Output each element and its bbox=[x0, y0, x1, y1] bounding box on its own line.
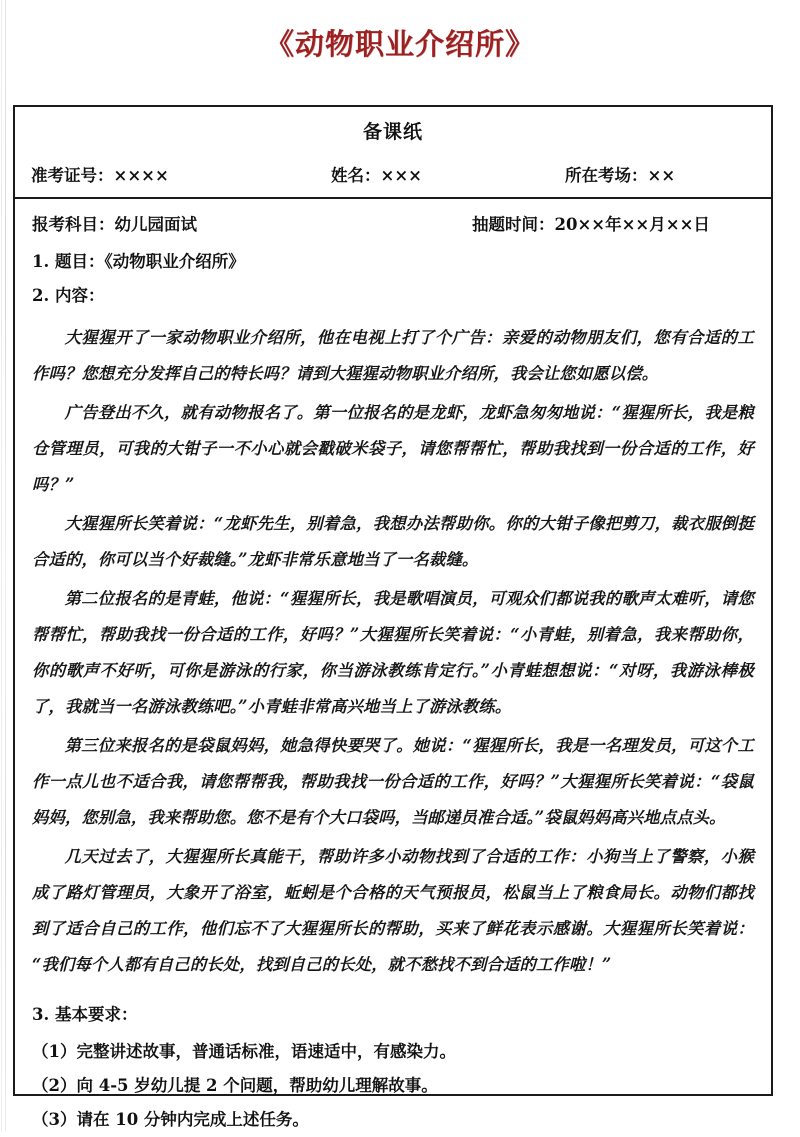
topic-value: 《动物职业介绍所》 bbox=[104, 252, 245, 271]
prep-sheet-frame bbox=[13, 105, 773, 1129]
sheet-header bbox=[15, 117, 771, 199]
topic-line bbox=[32, 248, 754, 272]
requirements-heading: 3. 基本要求： bbox=[32, 1005, 138, 1024]
story-paragraph: 几天过去了，大猩猩所长真能干，帮助许多小动物找到了合适的工作：小狗当上了警察，小猴成了路灯管理员，大象开了浴室，蚯蚓是个合格的天气预报员，松鼠当上了粮食局长。动物们都找到了适合自己的工作，他们忘不了大猩猩所长的帮助，买来了鲜花表示感谢。大猩猩所长笑着说：“我们每个人都有自己的长处，找到自己的长处，就不愁找不到合适的工作啦！” bbox=[32, 847, 754, 974]
sheet-body bbox=[15, 199, 771, 1137]
subject-field bbox=[32, 211, 472, 235]
subject-and-time-row bbox=[32, 211, 754, 235]
story-paragraph: 大猩猩所长笑着说：“龙虾先生，别着急，我想办法帮助你。你的大钳子像把剪刀，裁衣服倒挺合适的，你可以当个好裁缝。”龙虾非常乐意地当了一名裁缝。 bbox=[32, 514, 754, 569]
scan-artifact-line bbox=[5, 0, 6, 1131]
draw-time-value: 20××年××月××日 bbox=[554, 215, 710, 234]
story-paragraph: 第三位来报名的是袋鼠妈妈，她急得快要哭了。她说：“猩猩所长，我是一名理发员，可这个工作一点儿也不适合我，请您帮帮我，帮助我找一份合适的工作，好吗？”大猩猩所长笑着说：“袋鼠妈妈，您别急，我来帮助您。您不是有个大口袋吗，当邮递员准合适。”袋鼠妈妈高兴地点点头。 bbox=[32, 736, 754, 827]
admission-number-value: ×××× bbox=[113, 166, 169, 185]
requirements-section bbox=[32, 1001, 754, 1137]
sheet-header-title: 备课纸 bbox=[362, 121, 423, 143]
draw-time-field bbox=[472, 211, 754, 235]
content-label: 2. 内容： bbox=[32, 286, 105, 305]
subject-label: 报考科目： bbox=[32, 215, 115, 234]
exam-room-field bbox=[565, 162, 755, 186]
admission-number-field bbox=[31, 162, 331, 186]
name-label: 姓名： bbox=[331, 166, 381, 185]
exam-room-value: ×× bbox=[647, 166, 676, 185]
story-text bbox=[32, 320, 754, 983]
exam-room-label: 所在考场： bbox=[565, 166, 648, 185]
page-title: 《动物职业介绍所》 bbox=[264, 27, 535, 61]
requirement-item: （3）请在 10 分钟内完成上述任务。 bbox=[32, 1110, 309, 1129]
candidate-info-row bbox=[15, 162, 771, 186]
story-paragraph: 第二位报名的是青蛙，他说：“猩猩所长，我是歌唱演员，可观众们都说我的歌声太难听，请您帮帮忙，帮助我找一份合适的工作，好吗？”大猩猩所长笑着说：“小青蛙，别着急，我来帮助你，你的歌声不好听，可你是游泳的行家，你当游泳教练肯定行。”小青蛙想想说：“对呀，我游泳棒极了，我就当一名游泳教练吧。”小青蛙非常高兴地当上了游泳教练。 bbox=[32, 589, 754, 716]
requirement-item: （1）完整讲述故事，普通话标准，语速适中，有感染力。 bbox=[32, 1042, 456, 1061]
name-field bbox=[331, 162, 565, 186]
requirement-item: （2）向 4-5 岁幼儿提 2 个问题，帮助幼儿理解故事。 bbox=[32, 1076, 438, 1095]
story-paragraph: 广告登出不久，就有动物报名了。第一位报名的是龙虾，龙虾急匆匆地说：“猩猩所长，我是粮仓管理员，可我的大钳子一不小心就会戳破米袋子，请您帮帮忙，帮助我找到一份合适的工作，好吗？” bbox=[32, 403, 754, 494]
scan-artifact-line-outer bbox=[1, 0, 2, 1131]
topic-label: 1. 题目： bbox=[32, 252, 105, 271]
name-value: ××× bbox=[380, 166, 422, 185]
admission-number-label: 准考证号： bbox=[31, 166, 114, 185]
story-paragraph: 大猩猩开了一家动物职业介绍所，他在电视上打了个广告：亲爱的动物朋友们，您有合适的工作吗？您想充分发挥自己的特长吗？请到大猩猩动物职业介绍所，我会让您如愿以偿。 bbox=[32, 328, 754, 383]
draw-time-label: 抽题时间： bbox=[472, 215, 555, 234]
subject-value: 幼儿园面试 bbox=[114, 215, 197, 234]
